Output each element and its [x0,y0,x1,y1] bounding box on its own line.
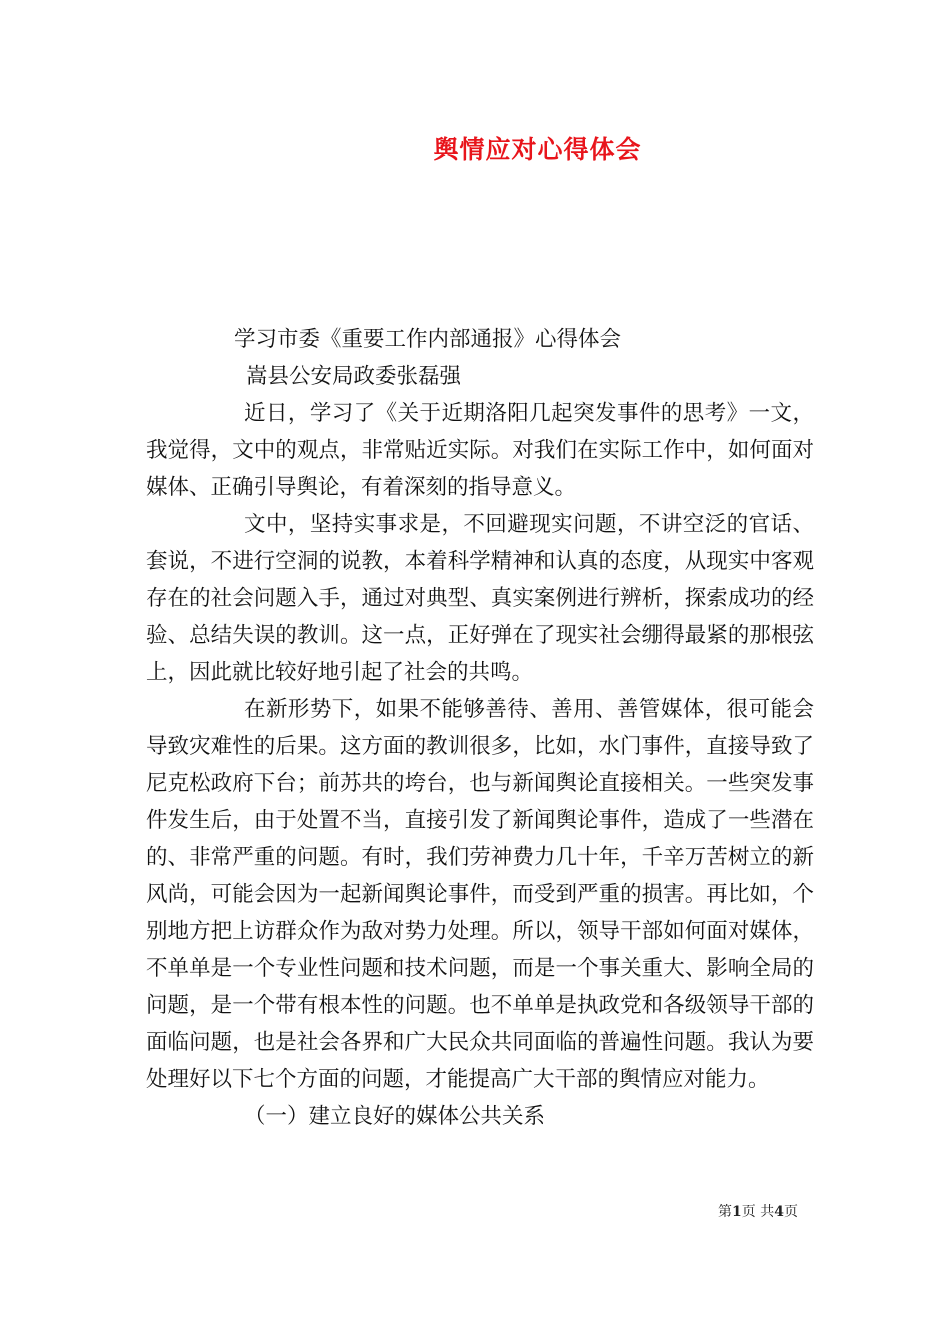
document-title: 舆情应对心得体会 [433,135,642,164]
body-paragraph: 近日，学习了《关于近期洛阳几起突发事件的思考》一文，我觉得，文中的观点，非常贴近实际。对我们在实际工作中，如何面对媒体、正确引导舆论，有着深刻的指导意义。 [146,401,814,500]
body-paragraph: 在新形势下，如果不能够善待、善用、善管媒体，很可能会导致灾难性的后果。这方面的教训很多，比如，水门事件，直接导致了尼克松政府下台；前苏共的垮台，也与新闻舆论直接相关。一些突发事件发生后，由于处置不当，直接引发了新闻舆论事件，造成了一些潜在的、非常严重的问题。有时，我们劳神费力几十年，千辛万苦树立的新风尚，可能会因为一起新闻舆论事件，而受到严重的损害。再比如，个别地方把上访群众作为敌对势力处理。所以，领导干部如何面对媒体，不单单是一个专业性问题和技术问题，而是一个事关重大、影响全局的问题，是一个带有根本性的问题。也不单单是执政党和各级领导干部的面临问题，也是社会各界和广大民众共同面临的普遍性问题。我认为要处理好以下七个方面的问题，才能提高广大干部的舆情应对能力。 [146,697,814,1092]
document-body [146,321,814,1135]
footer-suffix: 页 [783,1204,798,1220]
section-heading: （一）建立良好的媒体公共关系 [244,1104,546,1129]
footer-middle: 页 共 [741,1204,775,1220]
document-author: 嵩县公安局政委张磊强 [246,364,462,389]
footer-prefix: 第 [718,1204,732,1220]
body-paragraph: 文中，坚持实事求是，不回避现实问题，不讲空泛的官话、套说，不进行空洞的说教，本着科学精神和认真的态度，从现实中客观存在的社会问题入手，通过对典型、真实案例进行辨析，探索成功的经验、总结失误的教训。这一点，正好弹在了现实社会绷得最紧的那根弦上，因此就比较好地引起了社会的共鸣。 [146,512,814,685]
document-subheading: 学习市委《重要工作内部通报》心得体会 [234,327,622,352]
footer-page-number: 1 [732,1204,742,1220]
page-footer [718,1202,798,1222]
footer-page-total: 4 [774,1204,784,1220]
